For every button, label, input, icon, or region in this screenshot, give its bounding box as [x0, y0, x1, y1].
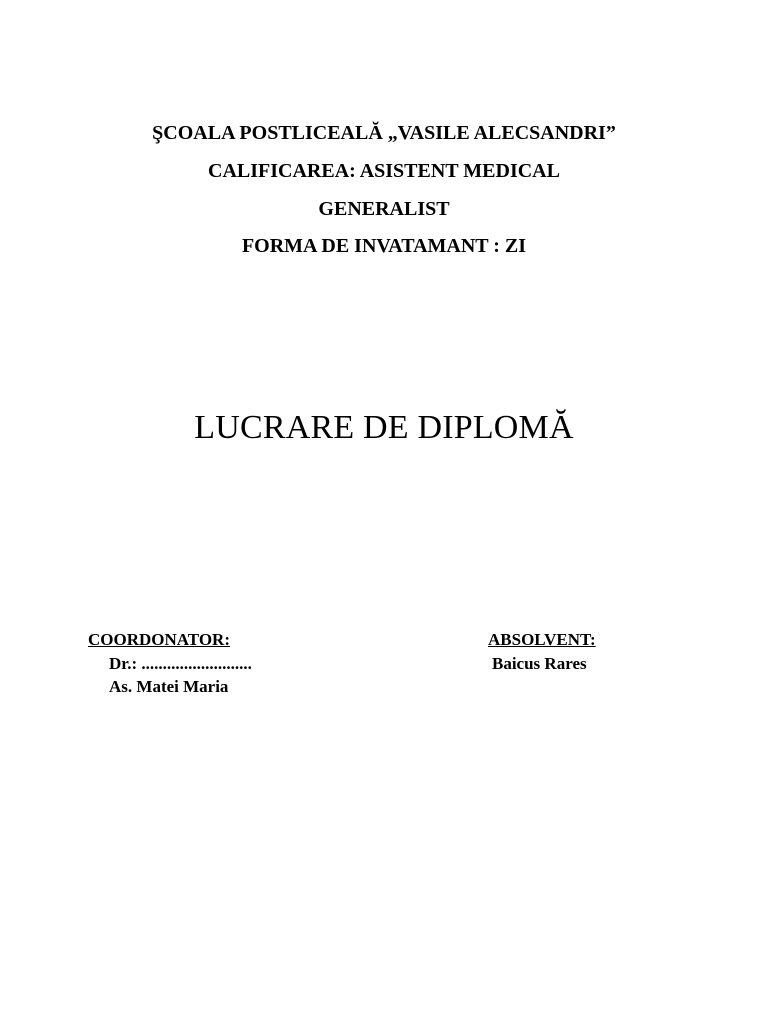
document-title: LUCRARE DE DIPLOMĂ	[194, 409, 574, 446]
graduate-name: Baicus Rares	[492, 654, 587, 673]
coordinator-label: COORDONATOR:	[88, 630, 230, 649]
school-name: ŞCOALA POSTLICEALĂ „VASILE ALECSANDRI”	[152, 122, 616, 144]
graduate-label: ABSOLVENT:	[488, 630, 596, 649]
coordinator-doctor: Dr.: ..........................	[109, 654, 252, 673]
qualification-line-2: GENERALIST	[318, 198, 450, 220]
qualification-line-1: CALIFICAREA: ASISTENT MEDICAL	[208, 160, 560, 182]
study-form: FORMA DE INVATAMANT : ZI	[241, 235, 527, 257]
coordinator-assistant: As. Matei Maria	[109, 677, 229, 696]
